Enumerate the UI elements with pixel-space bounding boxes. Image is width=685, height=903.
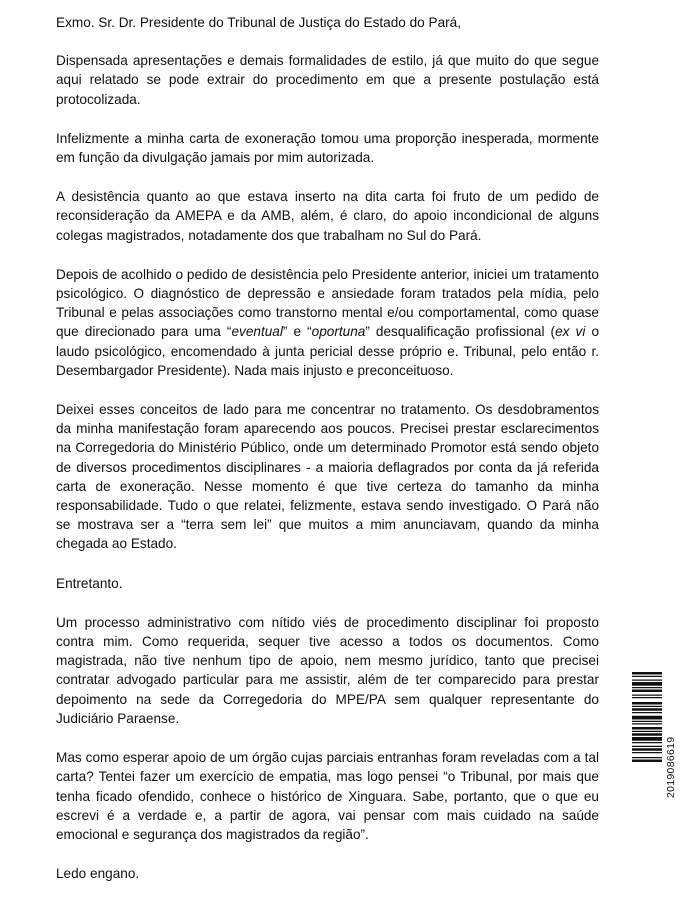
barcode-bar: [632, 680, 662, 681]
barcode-bar: [632, 733, 662, 736]
paragraph-administrative-process: Um processo administrativo com nítido viés de procedimento disciplinar foi proposto contra mim. Como requerida, sequer tive acesso a todos os documentos. Como magistrada, não tive nenhum tipo de apoio, nem mesmo jurídico, tanto que precisei contratar advogado particular para me assistir, além de ter comparecido para prestar depoimento na sede da Corregedoria do MPE/PA sem qualquer representante do Judiciário Paraense.: [56, 614, 599, 726]
barcode-bar: [632, 742, 662, 743]
treatment-text-1: Depois de acolhido o pedido de desistência pelo Presidente anterior, iniciei um tratamento psicológico. O diagnóstico de depressão e ansiedade foram tratados pela mídia, pelo Tribunal e pelas associações como transtorno mental e/ou comportamental, como quase que direcionado para uma “: [56, 266, 599, 340]
paragraph-however: Entretanto.: [56, 575, 123, 591]
paragraph-introduction: Dispensada apresentações e demais formalidades de estilo, já que muito do que segue aqui relatado se pode extrair do procedimento em que a presente postulação está protocolizada.: [56, 53, 599, 107]
barcode-bar: [632, 676, 662, 677]
barcode-bar: [632, 721, 662, 722]
barcode-bar: [632, 752, 662, 753]
barcode-graphic: [632, 672, 662, 798]
treatment-emphasis-eventual: eventual: [231, 324, 283, 340]
paragraph-expectation: Mas como esperar apoio de um órgão cujas parciais entranhas foram reveladas com a tal carta? Tentei fazer um exercício de empatia, mas logo pensei “o Tribunal, por mais que tenha ficado ofendido, conhece o histórico de Xinguara. Sabe, portanto, que o que eu escrevi é a verdade e, a partir de agora, vai pensar com mais cuidado na saúde emocional e segurança dos magistrados da região”.: [56, 750, 599, 842]
barcode-bar: [632, 697, 662, 698]
barcode-bar: [632, 687, 662, 688]
barcode-bar: [632, 723, 662, 724]
paragraph-treatment: [56, 265, 599, 380]
barcode-bar: [632, 695, 662, 696]
treatment-emphasis-oportuna: oportuna: [311, 324, 366, 340]
barcode-bar: [632, 731, 662, 732]
barcode-bar: [632, 757, 662, 758]
barcode-bar: [632, 682, 662, 686]
barcode-bar: [632, 702, 662, 705]
barcode-stamp: [627, 672, 685, 800]
barcode-bar: [632, 727, 662, 730]
paragraph-conclusion: Ledo engano.: [56, 866, 140, 882]
paragraph-developments: Deixei esses conceitos de lado para me concentrar no tratamento. Os desdobramentos da minha manifestação foram aparecendo aos poucos. Precisei prestar esclarecimentos na Corregedoria do Ministério Público, onde um determinado Promotor está sendo objeto de diversos procedimentos disciplinares - a maioria deflagrados por conta da já referida carta de exoneração. Nesse momento é que tive certeza do tamanho da minha responsabilidade. Tudo o que relatei, felizmente, estava sendo investigado. O Pará não se mostrava ser a “terra sem lei” que muitos a mim anunciavam, quando da minha chegada ao Estado.: [56, 402, 599, 552]
paragraph-resignation-letter: Infelizmente a minha carta de exoneração tomou uma proporção inesperada, mormente em função da divulgação jamais por mim autorizada.: [56, 130, 599, 166]
barcode-bar: [632, 746, 662, 747]
barcode-bar: [632, 672, 662, 675]
paragraph-withdrawal: A desistência quanto ao que estava inserto na dita carta foi fruto de um pedido de reconsideração da AMEPA e da AMB, além, é claro, do apoio incondicional de alguns colegas magistrados, notadamente dos que trabalham no Sul do Pará.: [56, 189, 599, 243]
salutation: Exmo. Sr. Dr. Presidente do Tribunal de Justiça do Estado do Pará,: [56, 15, 462, 30]
barcode-bar: [632, 737, 662, 741]
treatment-text-2: ” e “: [282, 324, 312, 340]
barcode-number: 2019086619: [665, 736, 677, 798]
treatment-text-4: o laudo psicológico, encomendado à junta pericial desse próprio e. Tribunal, pelo então r. Desembargador Presidente). Nada mais injusto e preconceituoso.: [56, 324, 599, 378]
barcode-bar: [632, 690, 662, 693]
treatment-text-3: ” desqualificação profissional (: [365, 324, 556, 340]
barcode-bar: [632, 716, 662, 720]
letter-body: [56, 13, 599, 903]
barcode-bar: [632, 708, 662, 711]
barcode-bar: [632, 760, 662, 763]
treatment-emphasis-ex-vi: ex vi: [555, 324, 586, 340]
barcode-bar: [632, 706, 662, 707]
barcode-bar: [632, 712, 662, 713]
barcode-bar: [632, 748, 662, 751]
